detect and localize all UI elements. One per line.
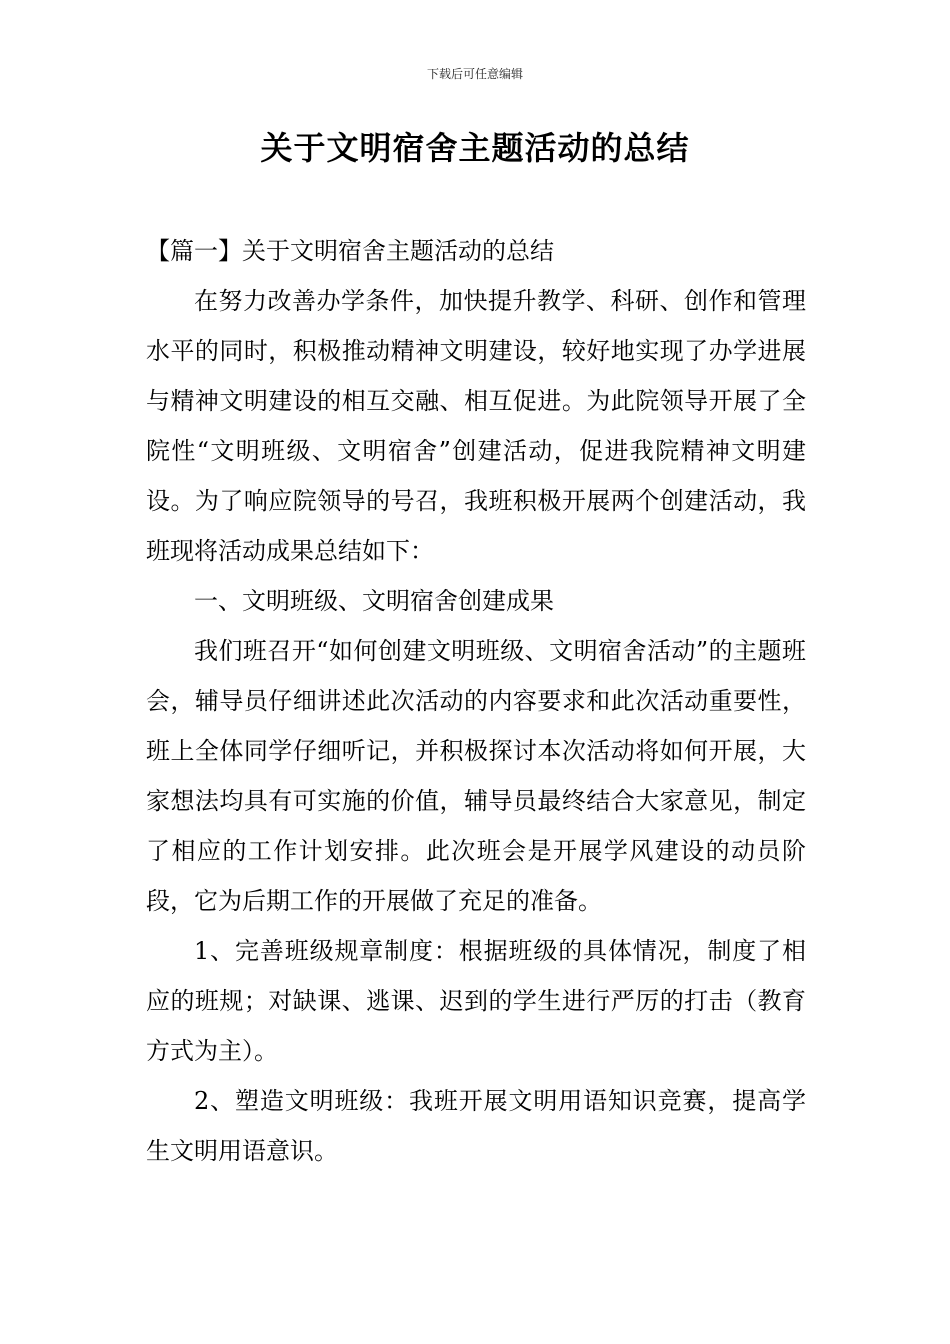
section-label: 【篇一】关于文明宿舍主题活动的总结 [146,237,554,265]
paragraph-item-2: 2、塑造文明班级：我班开展文明用语知识竞赛，提高学生文明用语意识。 [146,1087,806,1165]
paragraph-intro: 在努力改善办学条件，加快提升教学、科研、创作和管理水平的同时，积极推动精神文明建设，较好地实现了办学进展与精神文明建设的相互交融、相互促进。为此院领导开展了全院性“文明班级、文明宿舍”创建活动，促进我院精神文明建设。为了响应院领导的号召，我班积极开展两个创建活动，我班现将活动成果总结如下： [146,287,806,565]
subheading-achievements: 一、文明班级、文明宿舍创建成果 [194,587,554,615]
paragraph-item-1: 1、完善班级规章制度：根据班级的具体情况，制度了相应的班规；对缺课、逃课、迟到的学生进行严厉的打击（教育方式为主）。 [146,937,806,1065]
document-body [146,226,806,1176]
header-note: 下载后可任意编辑 [426,67,523,81]
document-title: 关于文明宿舍主题活动的总结 [260,129,690,167]
paragraph-class-meeting: 我们班召开“如何创建文明班级、文明宿舍活动”的主题班会，辅导员仔细讲述此次活动的内容要求和此次活动重要性，班上全体同学仔细听记，并积极探讨本次活动将如何开展，大家想法均具有可实施的价值，辅导员最终结合大家意见，制定了相应的工作计划安排。此次班会是开展学风建设的动员阶段，它为后期工作的开展做了充足的准备。 [146,637,806,915]
